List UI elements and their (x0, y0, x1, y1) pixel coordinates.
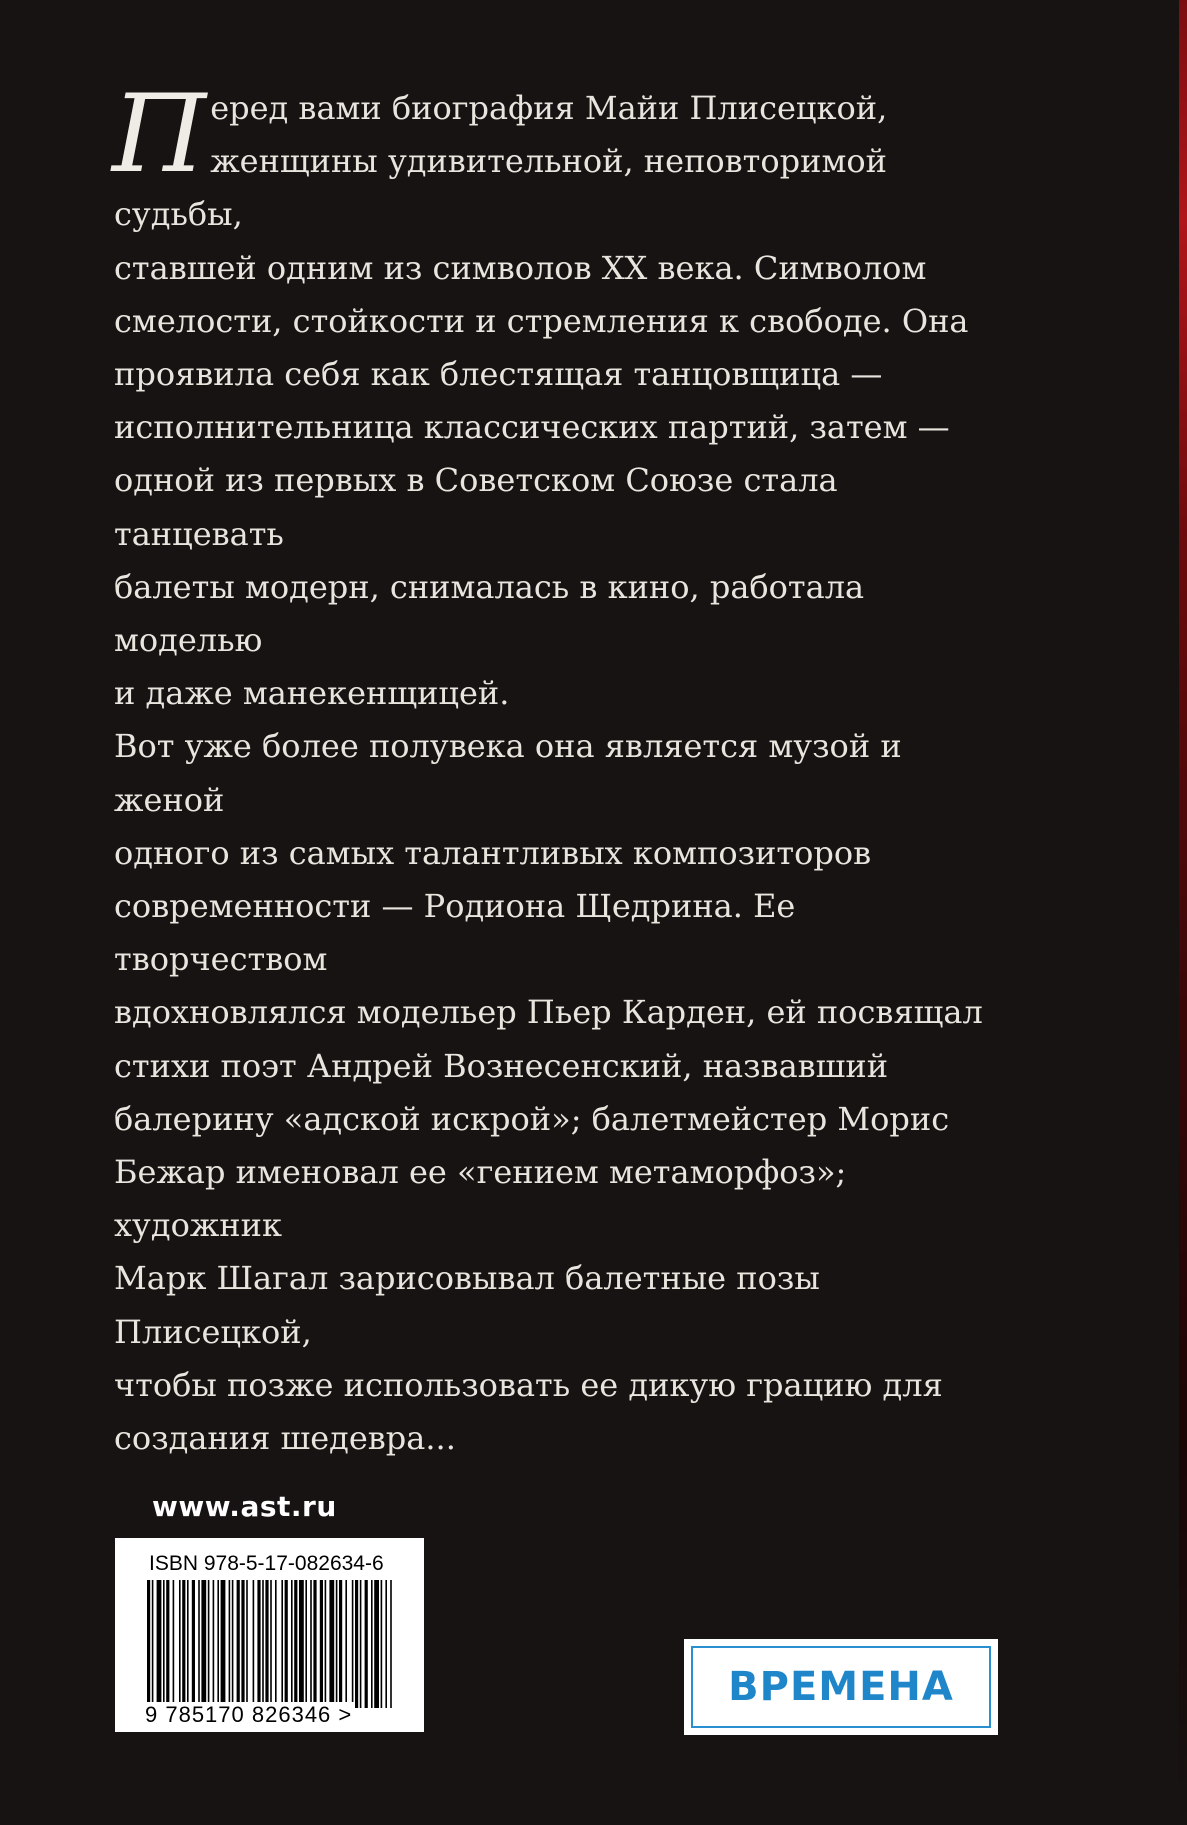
blurb-paragraph-1-text: еред вами биография Майи Плисецкой, женщины удивительной, неповторимой судьбы, ставшей одним из символов XX века. Символом смелости, стойкости и стремления к свободе. Она проявила себя как блестящая танцовщица — исполнительница классических партий, затем — одной из первых в Советском Союзе стала танцевать балеты модерн, снималась в кино, работала моделью и даже манекенщицей. (114, 89, 969, 713)
blurb-paragraph-2: Вот уже более полувека она является музой и женой одного из самых талантливых композиторов современности — Родиона Щедрина. Ее творчеством вдохновлялся модельер Пьер Карден, ей посвящал стихи поэт Андрей Вознесенский, назвавший балерину «адской искрой»; балетмейстер Морис Бежар именовал ее «гением метаморфоз»; художник Марк Шагал зарисовывал балетные позы Плисецкой, чтобы позже использовать ее дикую грацию для создания шедевра... (114, 727, 983, 1458)
publisher-name: ВРЕМЕНА (728, 1664, 954, 1710)
publisher-website: www.ast.ru (152, 1490, 337, 1523)
barcode-digits: 9 785170 826346 > (145, 1702, 353, 1727)
drop-cap: П (112, 72, 207, 197)
back-cover-blurb (112, 72, 1014, 1465)
barcode-bars (145, 1580, 395, 1708)
blurb-paragraph-1 (112, 72, 1014, 720)
isbn-label: ISBN 978-5-17-082634-6 (149, 1552, 384, 1575)
spine-edge-accent (1179, 0, 1187, 1825)
isbn-barcode (115, 1538, 424, 1732)
publisher-logo (684, 1639, 998, 1735)
publisher-logo-frame (691, 1646, 991, 1728)
